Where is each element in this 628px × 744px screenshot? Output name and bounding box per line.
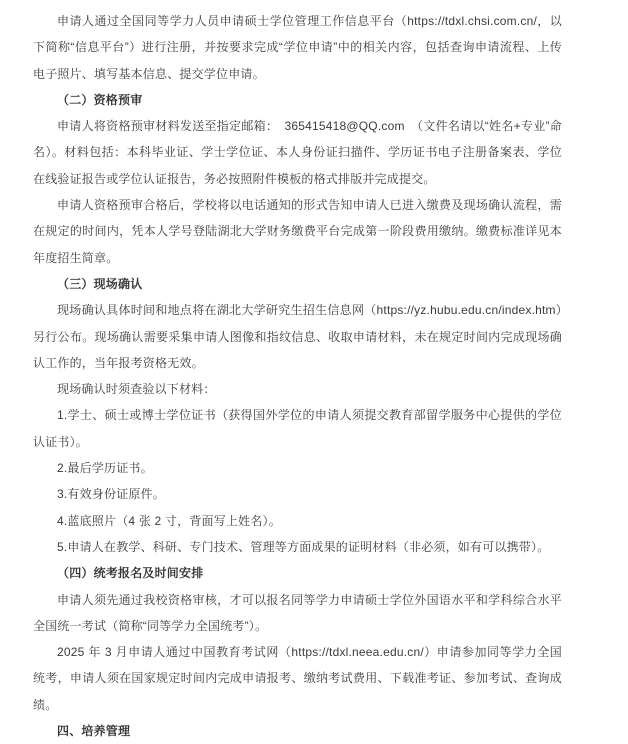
section-heading: （三）现场确认 bbox=[57, 276, 143, 291]
document-body bbox=[33, 8, 562, 744]
section-heading: （二）资格预审 bbox=[57, 92, 143, 107]
section-heading: 四、培养管理 bbox=[57, 724, 131, 739]
paragraph: 4.蓝底照片（4 张 2 寸，背面写上姓名）。 bbox=[57, 513, 281, 528]
paragraph: 现场确认具体时间和地点将在湖北大学研究生招生信息网（https://yz.hubu.edu.cn/index.htm）另行公布。现场确认需要采集申请人图像和指纹信息、收取申请材料，未在规定时间内完成现场确认工作的，当年报考资格无效。 bbox=[33, 303, 562, 370]
paragraph: 3.有效身份证原件。 bbox=[57, 487, 166, 502]
paragraph: 申请人须先通过我校资格审核，才可以报名同等学力申请硕士学位外国语水平和学科综合水平全国统一考试（简称“同等学力全国统考”）。 bbox=[33, 592, 562, 633]
paragraph: 申请人将资格预审材料发送至指定邮箱： 365415418@QQ.com （文件名请以“姓名+专业”命名）。材料包括：本科毕业证、学士学位证、本人身份证扫描件、学历证书电子注册备案表、学位在线验证报告或学位认证报告，务必按照附件模板的格式排版并完成提交。 bbox=[33, 119, 562, 186]
paragraph: 现场确认时须查验以下材料： bbox=[57, 382, 216, 397]
paragraph: 2.最后学历证书。 bbox=[57, 461, 153, 476]
paragraph: 2025 年 3 月申请人通过中国教育考试网（https://tdxl.neea.edu.cn/）申请参加同等学力全国统考，申请人须在国家规定时间内完成申请报考、缴纳考试费用、下载准考证、参加考试、查询成绩。 bbox=[33, 645, 562, 712]
paragraph: 5.申请人在教学、科研、专门技术、管理等方面成果的证明材料（非必须，如有可以携带）。 bbox=[57, 539, 550, 554]
paragraph: 1.学士、硕士或博士学位证书（获得国外学位的申请人须提交教育部留学服务中心提供的学位认证书）。 bbox=[33, 408, 562, 449]
paragraph: 申请人通过全国同等学力人员申请硕士学位管理工作信息平台（https://tdxl.chsi.com.cn/，以下简称“信息平台”）进行注册，并按要求完成“学位申请”中的相关内容，包括查询申请流程、上传电子照片、填写基本信息、提交学位申请。 bbox=[33, 14, 562, 81]
paragraph: 申请人资格预审合格后，学校将以电话通知的形式告知申请人已进入缴费及现场确认流程，需在规定的时间内，凭本人学号登陆湖北大学财务缴费平台完成第一阶段费用缴纳。缴费标准详见本年度招生简章。 bbox=[33, 198, 562, 265]
section-heading: （四）统考报名及时间安排 bbox=[57, 566, 204, 581]
